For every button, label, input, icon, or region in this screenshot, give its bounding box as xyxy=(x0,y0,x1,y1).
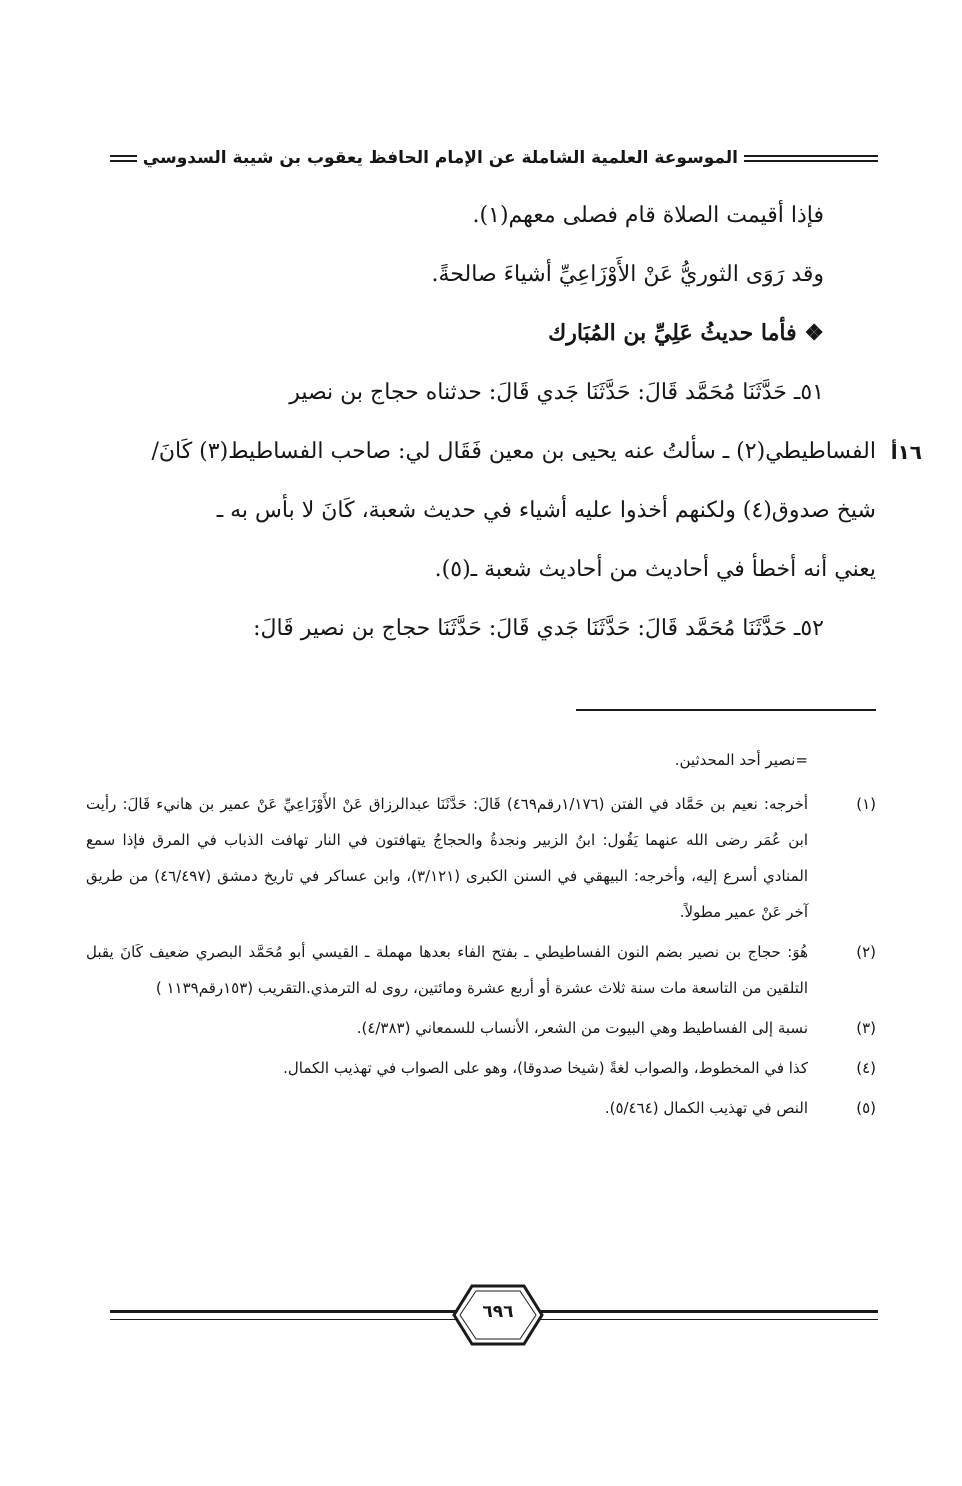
section-heading: ❖ فأما حديثُ عَلِيِّ بن المُبَارك xyxy=(548,320,824,346)
header-title: الموسوعة العلمية الشاملة عن الإمام الحافظ يعقوب بن شيبة السدوسي xyxy=(142,148,738,168)
text-line: الفساطيطي(٢) ـ سألتُ عنه يحيى بن معين فَقَال لي: صاحب الفساطيط(٣) كَانَ/ xyxy=(151,439,876,464)
footnotes xyxy=(86,742,876,1130)
text-line: وقد رَوَى الثوريُّ عَنْ الأَوْزَاعِيِّ أشياءَ صالحةً. xyxy=(431,262,824,287)
footnote xyxy=(86,786,876,930)
text-line: ٥١ـ حَدَّثَنَا مُحَمَّد قَالَ: حَدَّثَنَا جَدي قَالَ: حدثناه حجاج بن نصير xyxy=(289,380,824,405)
running-header xyxy=(110,138,878,178)
footnote-continuation: =نصير أحد المحدثين. xyxy=(674,751,808,769)
page-number-ornament xyxy=(450,1280,546,1350)
footnote-number: (١) xyxy=(856,795,876,813)
footnote-text: النص في تهذيب الكمال (٥/٤٦٤). xyxy=(604,1099,808,1117)
main-text xyxy=(86,186,876,658)
header-rule-left xyxy=(744,155,878,162)
footnote-text: نسبة إلى الفساطيط وهي البيوت من الشعر، الأنساب للسمعاني (٤/٣٨٣). xyxy=(356,1019,808,1037)
manuscript-folio-ref: ١٦أ xyxy=(890,440,922,464)
footnote xyxy=(86,1090,876,1126)
text-line: شيخ صدوق(٤) ولكنهم أخذوا عليه أشياء في حديث شعبة، كَانَ لا بأس به ـ xyxy=(216,498,876,523)
text-line: يعني أنه أخطأ في أحاديث من أحاديث شعبة ـ(٥). xyxy=(434,557,876,582)
footnote xyxy=(86,1010,876,1046)
text-line: ٥٢ـ حَدَّثَنَا مُحَمَّد قَالَ: حَدَّثَنَا جَدي قَالَ: حَدَّثَنَا حجاج بن نصير قَالَ: xyxy=(253,616,824,641)
footnote-separator xyxy=(576,709,876,711)
footnote-number: (٥) xyxy=(856,1099,876,1117)
footnote xyxy=(86,1050,876,1086)
footnote xyxy=(86,934,876,1006)
page-footer xyxy=(110,1280,878,1352)
footnote-text: أخرجه: نعيم بن حَمَّاد في الفتن (١/١٧٦رقم٤٦٩) قَالَ: حَدَّثَنَا عبدالرزاق عَنْ الأَوْزَاعِيِّ عَنْ عمير بن هانيء قَالَ: رأيت ابن عُمَر رضى الله عنهما يَقُول: ابنُ الزبير ونجدةُ والحجاجُ يتهافتون في النار تهافت الذباب في المرق فإذا سمع المنادي أسرع إليه، وأخرجه: البيهقي في السنن الكبرى (٣/١٢١)، وابن عساكر في تاريخ دمشق (٤٦/٤٩٧) من طريق آخر عَنْ عمير مطولاً. xyxy=(86,795,808,921)
page-number: ٦٩٦ xyxy=(482,1302,514,1322)
footnote-number: (٣) xyxy=(856,1019,876,1037)
text-line: فإذا أقيمت الصلاة قام فصلى معهم(١). xyxy=(472,203,824,228)
footnote-number: (٤) xyxy=(856,1059,876,1077)
header-rule-right xyxy=(110,155,137,162)
footnote-text: كذا في المخطوط، والصواب لغةً (شيخا صدوقا)، وهو على الصواب في تهذيب الكمال. xyxy=(283,1059,808,1077)
footnote-number: (٢) xyxy=(856,943,876,961)
footnote-text: هُوَ: حجاج بن نصير بضم النون الفساطيطي ـ بفتح الفاء بعدها مهملة ـ القيسي أبو مُحَمَّد البصري ضعيف كَانَ يقبل التلقين من التاسعة مات سنة ثلاث عشرة أو أربع عشرة ومائتين، روى له الترمذي.التقريب (١٥٣رقم١١٣٩ ) xyxy=(86,943,808,997)
